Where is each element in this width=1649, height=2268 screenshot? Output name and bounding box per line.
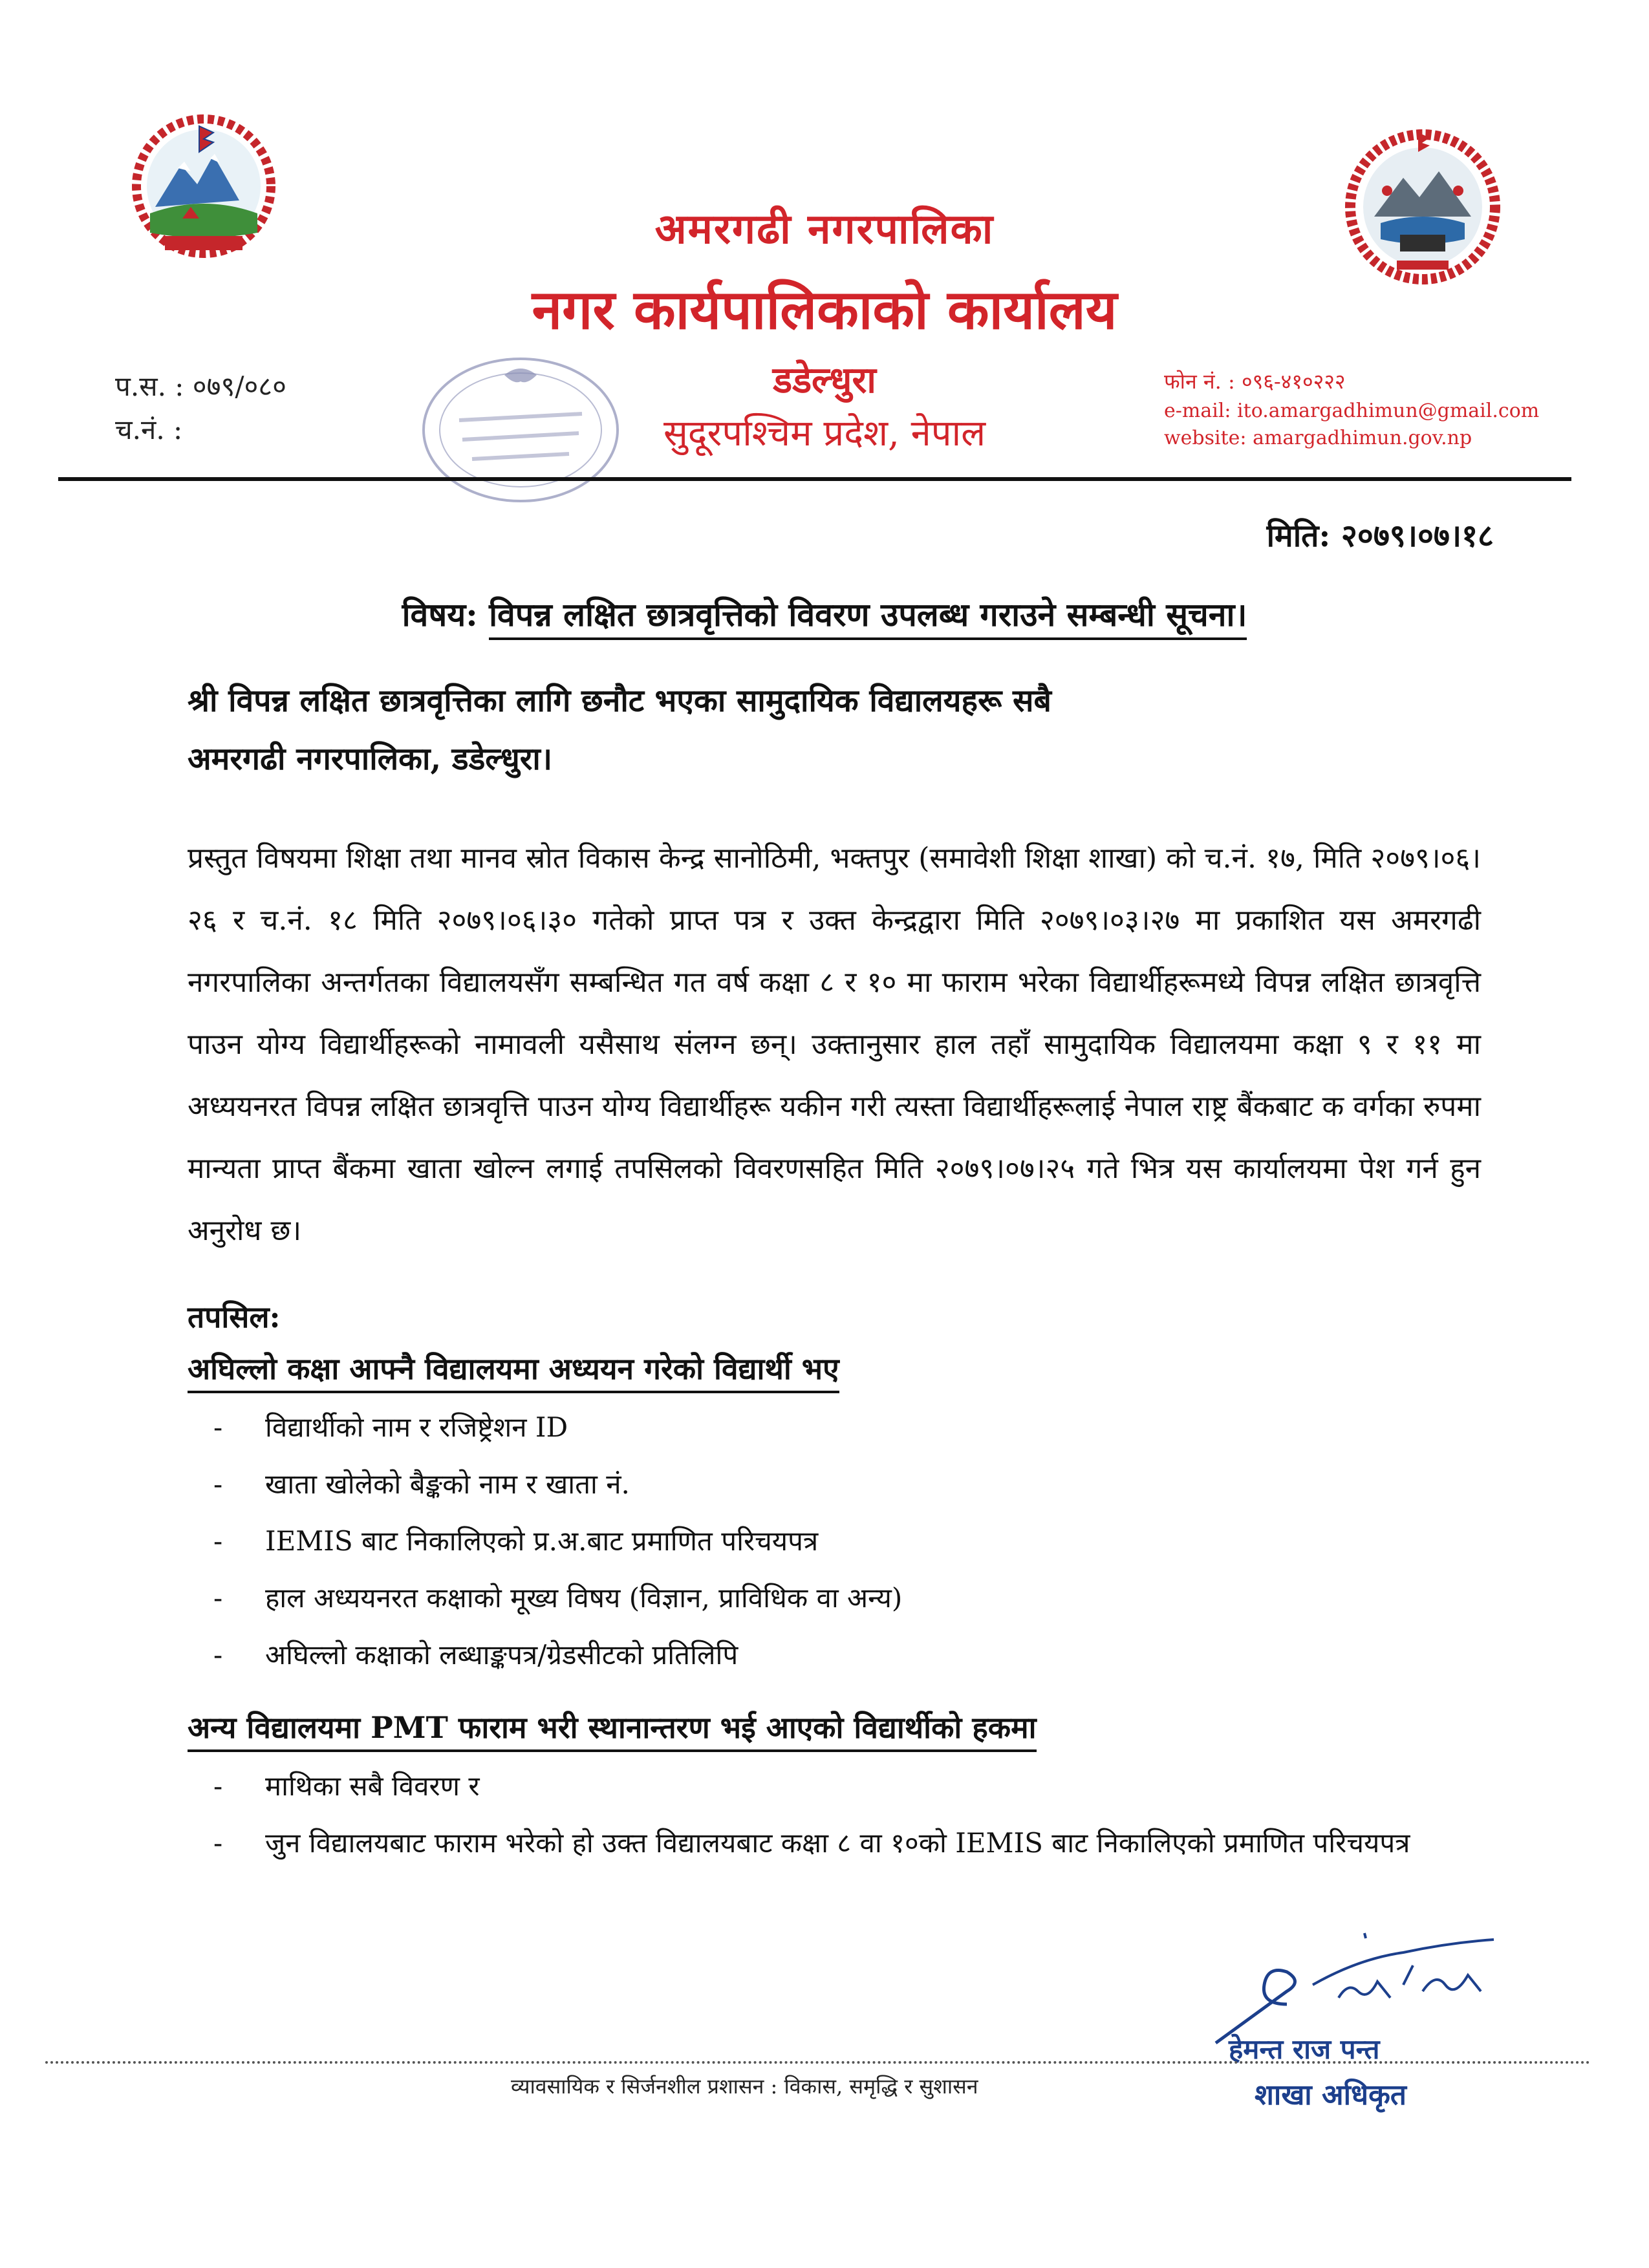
website-address: website: amargadhimun.gov.np: [1164, 427, 1472, 449]
province-name: सुदूरपश्चिम प्रदेश, नेपाल: [663, 412, 986, 455]
dispatch-number: च.नं. :: [115, 414, 183, 445]
list-item: - IEMIS बाट निकालिएको प्र.अ.बाट प्रमाणित परिचयपत्र: [213, 1523, 1500, 1559]
subject-text: विपन्न लक्षित छात्रवृत्तिको विवरण उपलब्ध गराउने सम्बन्धी सूचना।: [489, 595, 1247, 640]
list-item: - जुन विद्यालयबाट फाराम भरेको हो उक्त विद्यालयबाट कक्षा ८ वा १०को IEMIS बाट निकालिएको प्रमाणित परिचयपत्र: [213, 1825, 1500, 1861]
letter-date: मिति: २०७९।०७।१८: [1266, 518, 1494, 554]
addressee-line-2: अमरगढी नगरपालिका, डडेल्धुरा।: [188, 741, 553, 777]
list-item: - हाल अध्ययनरत कक्षाको मूख्य विषय (विज्ञान, प्राविधिक वा अन्य): [213, 1580, 1500, 1616]
district-name: डडेल्धुरा: [773, 359, 876, 401]
nepal-emblem-logo: [110, 103, 297, 265]
signatory-post: शाखा अधिकृत: [1255, 2079, 1406, 2112]
section1-list: [213, 1409, 1500, 1694]
subject-line: [129, 592, 1520, 636]
list-item: - विद्यार्थीको नाम र रजिष्ट्रेशन ID: [213, 1409, 1500, 1446]
tapasil-heading: तपसिल:: [188, 1300, 281, 1334]
section2-list: [213, 1768, 1500, 1882]
phone-number: फोन नं. : ०९६-४१०२२२: [1164, 369, 1346, 394]
office-stamp: [414, 349, 627, 511]
footer-slogan: व्यावसायिक र सिर्जनशील प्रशासन : विकास, समृद्धि र सुशासन: [511, 2074, 978, 2099]
list-item: - खाता खोलेको बैङ्कको नाम र खाता नं.: [213, 1466, 1500, 1503]
section2-heading: अन्य विद्यालयमा PMT फाराम भरी स्थानान्तरण भई आएको विद्यार्थीको हकमा: [188, 1707, 1037, 1752]
office-name: नगर कार्यपालिकाको कार्यालय: [532, 277, 1117, 341]
body-paragraph: प्रस्तुत विषयमा शिक्षा तथा मानव स्रोत विकास केन्द्र सानोठिमी, भक्तपुर (समावेशी शिक्षा शाखा) को च.नं. १७, मिति २०७९।०६।२६ र च.नं. १८ मिति २०७९।०६।३० गतेको प्राप्त पत्र र उक्त केन्द्रद्वारा मिति २०७९।०३।२७ मा प्रकाशित यस अमरगढी नगरपालिका अन्तर्गतका विद्यालयसँग सम्बन्धित गत वर्ष कक्षा ८ र १० मा फाराम भरेका विद्यार्थीहरूमध्ये विपन्न लक्षित छात्रवृत्ति पाउन योग्य विद्यार्थीहरूको नामावली यसैसाथ संलग्न छन्। उक्तानुसार हाल तहाँ सामुदायिक विद्यालयमा कक्षा ९ र ११ मा अध्ययनरत विपन्न लक्षित छात्रवृत्ति पाउन योग्य विद्यार्थीहरू यकीन गरी त्यस्ता विद्यार्थीहरूलाई नेपाल राष्ट्र बैंकबाट क वर्गका रुपमा मान्यता प्राप्त बैंकमा खाता खोल्न लगाई तपसिलको विवरणसहित मिति २०७९।०७।२५ गते भित्र यस कार्यालयमा पेश गर्न हुन अनुरोध छ।: [188, 842, 1481, 1247]
signatory-name: हेमन्त राज पन्त: [1229, 2033, 1380, 2065]
municipality-emblem-logo: [1342, 126, 1503, 288]
list-item: - अघिल्लो कक्षाको लब्धाङ्कपत्र/ग्रेडसीटको प्रतिलिपि: [213, 1637, 1500, 1673]
letterhead-divider: [58, 477, 1571, 481]
addressee-line-1: श्री विपन्न लक्षित छात्रवृत्तिका लागि छनौट भएका सामुदायिक विद्यालयहरू सबै: [188, 683, 1051, 719]
subject-label: विषय:: [402, 595, 478, 634]
email-address: e-mail: ito.amargadhimun@gmail.com: [1164, 400, 1540, 422]
list-item: - माथिका सबै विवरण र: [213, 1768, 1500, 1804]
footer-divider: [45, 2061, 1591, 2064]
municipality-name: अमरगढी नगरपालिका: [654, 205, 995, 253]
reference-number: प.स. : ०७९/०८०: [115, 370, 286, 402]
section1-heading: अघिल्लो कक्षा आफ्नै विद्यालयमा अध्ययन गरेको विद्यार्थी भए: [188, 1348, 839, 1393]
